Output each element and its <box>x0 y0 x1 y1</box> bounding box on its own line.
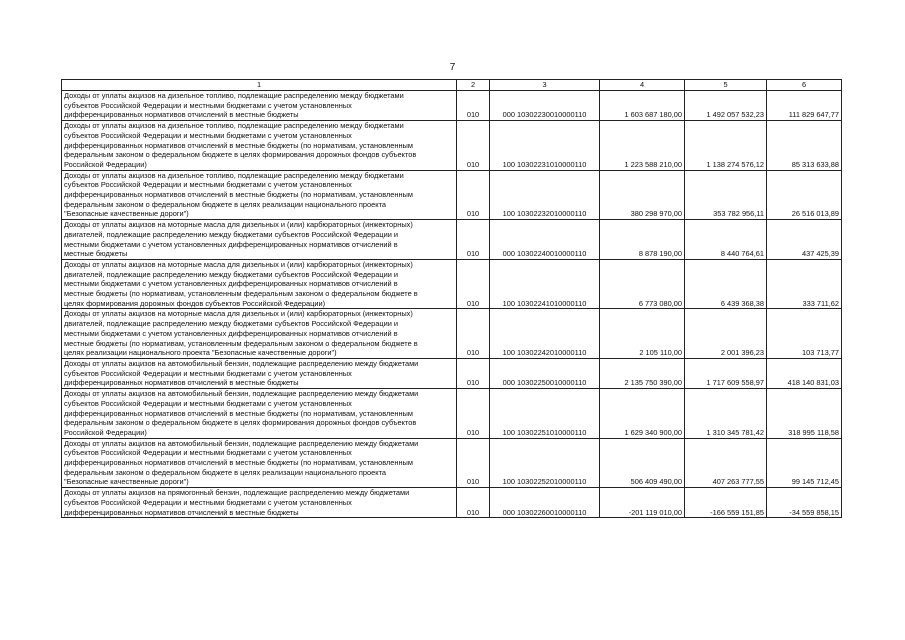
row-value-col5: 6 439 368,38 <box>685 259 767 309</box>
row-description: Доходы от уплаты акцизов на автомобильный бензин, подлежащие распределению между бюджетами субъектов Российской Федерации и местными бюджетами с учетом установленных дифференцированных нормативов отчислений в местные бюджеты <box>62 358 457 388</box>
row-value-col4: -201 119 010,00 <box>600 488 685 518</box>
revenue-table <box>61 79 842 518</box>
row-code: 010 <box>457 220 490 260</box>
column-header: 3 <box>490 80 600 91</box>
row-description: Доходы от уплаты акцизов на автомобильный бензин, подлежащие распределению между бюджетами субъектов Российской Федерации и местными бюджетами с учетом установленных дифференцированных нормативов отчислений в местные бюджеты (по нормативам, установленным федеральным законом о федеральном бюджете в целях реализации национального проекта "Безопасные качественные дороги") <box>62 438 457 488</box>
row-description: Доходы от уплаты акцизов на дизельное топливо, подлежащие распределению между бюджетами субъектов Российской Федерации и местными бюджетами с учетом установленных дифференцированных нормативов отчислений в местные бюджеты (по нормативам, установленным федеральным законом о федеральном бюджете в целях формирования дорожных фондов субъектов Российской Федерации) <box>62 121 457 171</box>
row-description: Доходы от уплаты акцизов на дизельное топливо, подлежащие распределению между бюджетами субъектов Российской Федерации и местными бюджетами с учетом установленных дифференцированных нормативов отчислений в местные бюджеты <box>62 91 457 121</box>
row-kbk: 100 10302252010000110 <box>490 438 600 488</box>
row-value-col6: 99 145 712,45 <box>767 438 842 488</box>
table-row <box>62 309 842 359</box>
row-kbk: 000 10302240010000110 <box>490 220 600 260</box>
row-value-col5: 8 440 764,61 <box>685 220 767 260</box>
row-value-col4: 1 223 588 210,00 <box>600 121 685 171</box>
row-value-col4: 380 298 970,00 <box>600 170 685 220</box>
table-row <box>62 220 842 260</box>
row-value-col5: 1 492 057 532,23 <box>685 91 767 121</box>
row-description: Доходы от уплаты акцизов на автомобильный бензин, подлежащие распределению между бюджетами субъектов Российской Федерации и местными бюджетами с учетом установленных дифференцированных нормативов отчислений в местные бюджеты (по нормативам, установленным федеральным законом о федеральном бюджете в целях формирования дорожных фондов субъектов Российской Федерации) <box>62 389 457 439</box>
column-header: 6 <box>767 80 842 91</box>
column-header: 4 <box>600 80 685 91</box>
row-kbk: 100 10302251010000110 <box>490 389 600 439</box>
row-value-col5: 1 138 274 576,12 <box>685 121 767 171</box>
row-value-col4: 1 629 340 900,00 <box>600 389 685 439</box>
row-value-col5: 2 001 396,23 <box>685 309 767 359</box>
table-row <box>62 358 842 388</box>
row-value-col5: 1 717 609 558,97 <box>685 358 767 388</box>
row-value-col6: 318 995 118,58 <box>767 389 842 439</box>
table-row <box>62 488 842 518</box>
table-row <box>62 121 842 171</box>
row-value-col6: 111 829 647,77 <box>767 91 842 121</box>
row-value-col4: 2 105 110,00 <box>600 309 685 359</box>
row-description: Доходы от уплаты акцизов на прямогонный бензин, подлежащие распределению между бюджетами субъектов Российской Федерации и местными бюджетами с учетом установленных дифференцированных нормативов отчислений в местные бюджеты <box>62 488 457 518</box>
row-kbk: 100 10302231010000110 <box>490 121 600 171</box>
row-code: 010 <box>457 488 490 518</box>
row-value-col6: 85 313 633,88 <box>767 121 842 171</box>
row-kbk: 100 10302232010000110 <box>490 170 600 220</box>
row-value-col4: 2 135 750 390,00 <box>600 358 685 388</box>
row-value-col6: 103 713,77 <box>767 309 842 359</box>
row-code: 010 <box>457 438 490 488</box>
column-header: 5 <box>685 80 767 91</box>
row-description: Доходы от уплаты акцизов на моторные масла для дизельных и (или) карбюраторных (инжекторных) двигателей, подлежащие распределению между бюджетами субъектов Российской Федерации и местными бюджетами с учетом установленных дифференцированных нормативов отчислений в местные бюджеты <box>62 220 457 260</box>
row-value-col4: 6 773 080,00 <box>600 259 685 309</box>
row-kbk: 100 10302241010000110 <box>490 259 600 309</box>
row-kbk: 000 10302260010000110 <box>490 488 600 518</box>
column-header: 2 <box>457 80 490 91</box>
row-value-col5: 407 263 777,55 <box>685 438 767 488</box>
row-value-col4: 1 603 687 180,00 <box>600 91 685 121</box>
row-kbk: 000 10302250010000110 <box>490 358 600 388</box>
row-code: 010 <box>457 91 490 121</box>
table-row <box>62 389 842 439</box>
row-value-col6: -34 559 858,15 <box>767 488 842 518</box>
row-kbk: 100 10302242010000110 <box>490 309 600 359</box>
table-header-row <box>62 80 842 91</box>
row-value-col4: 506 409 490,00 <box>600 438 685 488</box>
row-code: 010 <box>457 121 490 171</box>
row-code: 010 <box>457 309 490 359</box>
row-description: Доходы от уплаты акцизов на дизельное топливо, подлежащие распределению между бюджетами субъектов Российской Федерации и местными бюджетами с учетом установленных дифференцированных нормативов отчислений в местные бюджеты (по нормативам, установленным федеральным законом о федеральном бюджете в целях реализации национального проекта "Безопасные качественные дороги") <box>62 170 457 220</box>
table-row <box>62 170 842 220</box>
table-row <box>62 91 842 121</box>
row-code: 010 <box>457 358 490 388</box>
table-row <box>62 438 842 488</box>
row-description: Доходы от уплаты акцизов на моторные масла для дизельных и (или) карбюраторных (инжекторных) двигателей, подлежащие распределению между бюджетами субъектов Российской Федерации и местными бюджетами с учетом установленных дифференцированных нормативов отчислений в местные бюджеты (по нормативам, установленным федеральным законом о федеральном бюджете в целях формирования дорожных фондов субъектов Российской Федерации) <box>62 259 457 309</box>
row-code: 010 <box>457 259 490 309</box>
row-value-col6: 437 425,39 <box>767 220 842 260</box>
column-header: 1 <box>62 80 457 91</box>
table-row <box>62 259 842 309</box>
row-value-col5: -166 559 151,85 <box>685 488 767 518</box>
row-code: 010 <box>457 170 490 220</box>
row-value-col5: 1 310 345 781,42 <box>685 389 767 439</box>
row-value-col6: 418 140 831,03 <box>767 358 842 388</box>
page-number: 7 <box>449 62 456 73</box>
row-value-col4: 8 878 190,00 <box>600 220 685 260</box>
row-value-col6: 26 516 013,89 <box>767 170 842 220</box>
row-code: 010 <box>457 389 490 439</box>
row-description: Доходы от уплаты акцизов на моторные масла для дизельных и (или) карбюраторных (инжекторных) двигателей, подлежащие распределению между бюджетами субъектов Российской Федерации и местными бюджетами с учетом установленных дифференцированных нормативов отчислений в местные бюджеты (по нормативам, установленным федеральным законом о федеральном бюджете в целях реализации национального проекта "Безопасные качественные дороги") <box>62 309 457 359</box>
row-value-col6: 333 711,62 <box>767 259 842 309</box>
row-kbk: 000 10302230010000110 <box>490 91 600 121</box>
row-value-col5: 353 782 956,11 <box>685 170 767 220</box>
